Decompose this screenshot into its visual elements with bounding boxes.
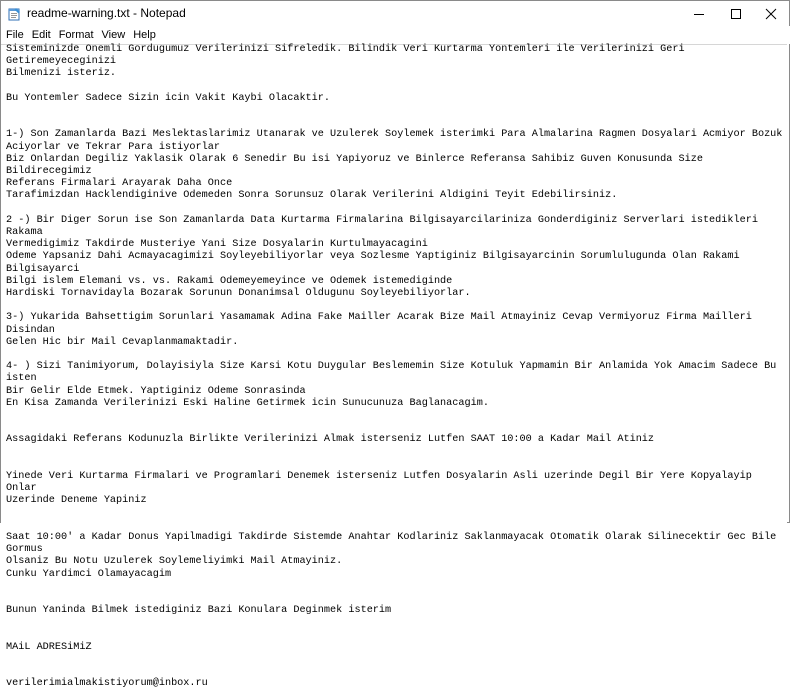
document-line [6,300,784,312]
document-line: Gelen Hic bir Mail Cevaplanmamaktadir. [6,336,239,348]
document-line [6,581,784,593]
document-line [6,617,784,629]
notepad-icon [8,7,21,21]
document-line [6,349,784,361]
maximize-button[interactable] [718,1,754,26]
menu-view[interactable]: View [101,29,126,41]
text-editor[interactable] [1,44,787,690]
document-line: Saat 10:00' a Kadar Donus Yapilmadigi Takdirde Sistemde Anahtar Kodlariniz Saklanmayacak Otomatik Olarak Silinecektir Gec Bile Gormus [6,531,783,556]
document-line: MAiL ADRESiMiZ [6,641,92,653]
document-line: verilerimialmakistiyorum@inbox.ru [6,678,208,690]
document-line [6,410,784,422]
document-line: 1-) Son Zamanlarda Bazi Meslektaslarimiz Utanarak ve Uzulerek Soylemek isterimki Para Almalarina Ragmen Dosyalari Acmiyor Bozuk [6,129,783,141]
document-line [6,117,784,129]
document-line: Vermedigimiz Takdirde Musteriye Yani Size Dosyalarin Kurtulmayacagini [6,239,428,251]
document-line: Olsaniz Bu Notu Uzulerek Soylemeliyimki Mail Atmayiniz. [6,556,343,568]
menu-help[interactable]: Help [133,29,156,41]
document-line [6,593,784,605]
document-line: Assagidaki Referans Kodunuzla Birlikte Verilerinizi Almak isterseniz Lutfen SAAT 10:00 a Kadar Mail Atiniz [6,434,655,446]
document-line: Uzerinde Deneme Yapiniz [6,495,147,507]
window-title: readme-warning.txt - Notepad [27,6,186,20]
minimize-icon [694,9,704,19]
document-line: En Kisa Zamanda Verilerinizi Eski Haline Getirmek icin Sunucunuza Baglanacagim. [6,397,489,409]
document-line [6,666,784,678]
document-line: Biz Onlardan Degiliz Yaklasik Olarak 6 Senedir Bu isi Yapiyoruz ve Binlerce Referansa Sahibiz Guven Konusunda Size Bildirecegimiz [6,153,710,177]
title-bar[interactable] [1,1,789,26]
document-line: Hardiski Tornavidayla Bozarak Sorunun Donanimsal Oldugunu Soyleyebiliyorlar. [6,288,471,299]
menu-edit[interactable]: Edit [31,29,51,41]
close-button[interactable] [753,1,789,26]
document-line: Bu Yontemler Sadece Sizin icin Vakit Kaybi Olacaktir. [6,92,331,104]
document-line: Yinede Veri Kurtarma Firmalari ve Programlari Denemek isterseniz Lutfen Dosyalarin Asli uzerinde Degil Bir Yere Kopyalayip Onlar [6,470,758,495]
menu-format[interactable]: Format [58,29,94,41]
document-line: Referans Firmalari Arayarak Daha Once [6,178,233,190]
document-line [6,520,784,532]
document-line [6,81,784,93]
document-line: Bunun Yaninda Bilmek istediginiz Bazi Konulara Deginmek isterim [6,605,392,617]
document-line: 3-) Yukarida Bahsettigim Sorunlari Yasamamak Adina Fake Mailler Acarak Bize Mail Atmayiniz Cevap Vermiyoruz Firma Mailleri Disindan [6,312,758,336]
document-line: Odeme Yapsaniz Dahi Acmayacagimizi Soyleyebiliyorlar veya Sozlesme Yaptiginiz Bilgisayarcinin Sorumlulugunda Olan Rakami Bilgisayarci [6,251,746,275]
document-line [6,203,784,215]
maximize-icon [731,9,741,19]
menu-file[interactable]: File [6,29,24,41]
document-line [6,630,784,642]
document-line: Bilmenizi isteriz. [6,68,117,80]
minimize-button[interactable] [681,1,717,26]
document-line [6,654,784,666]
document-text[interactable] [6,44,784,690]
document-line [6,422,784,434]
document-line [6,105,784,117]
document-line: Sisteminizde Onemli Gordugumuz Verilerinizi Sifreledik. Bilindik Veri Kurtarma Yontemleri ile Verilerinizi Geri Getiremeyeceginizi [6,44,691,68]
document-line: Aciyorlar ve Tekrar Para istiyorlar [6,141,220,153]
document-line: 4- ) Sizi Tanimiyorum, Dolayisiyla Size Karsi Kotu Duygular Beslememin Size Kotuluk Yapmamin Bir Anlamida Yok Amacim Sadece Bu isten [6,361,783,385]
document-line [6,447,784,459]
close-icon [766,9,776,19]
menu-bar [1,26,790,44]
document-line [6,508,784,520]
document-line: Bilgi islem Elemani vs. vs. Rakami Odemeyemeyince ve Odemek istemediginde [6,275,453,287]
document-line: 2 -) Bir Diger Sorun ise Son Zamanlarda Data Kurtarma Firmalarina Bilgisayarcilariniza Gonderdiginiz Serverlari istedikleri Rakama [6,214,765,238]
document-line: Cunku Yardimci Olamayacagim [6,568,172,580]
document-line: Bir Gelir Elde Etmek. Yaptiginiz Odeme Sonrasinda [6,385,306,397]
document-line [6,459,784,471]
document-line: Tarafimizdan Hacklendiginive Odemeden Sonra Sorunsuz Olarak Verilerini Aldigini Teyit Edebilirsiniz. [6,190,618,202]
